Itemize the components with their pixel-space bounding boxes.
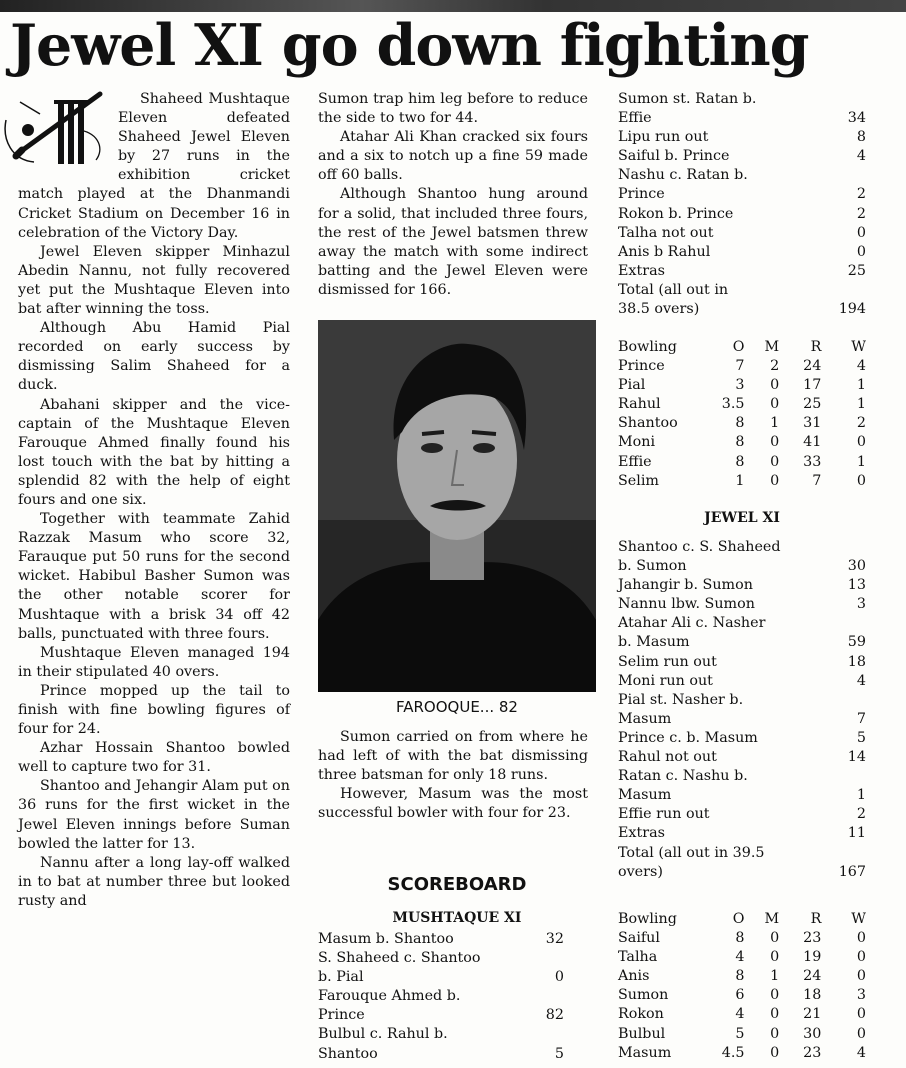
- runs: 30: [847, 558, 866, 575]
- bowling-cell: 23: [803, 930, 822, 947]
- bowling-cell: 0: [856, 434, 866, 451]
- batsman-name: Nannu lbw. Sumon: [618, 596, 755, 613]
- paragraph: Sumon trap him leg before to reduce the side to two for 44.: [318, 91, 588, 127]
- bowling-cell: 0: [770, 377, 780, 394]
- batting-row: [618, 185, 866, 204]
- bowling-cell: Effie: [618, 453, 652, 470]
- batsman-name: Anis b Rahul: [618, 243, 711, 260]
- bowling-cell: 1: [735, 472, 745, 489]
- bowling-cell: 33: [803, 453, 822, 470]
- bowling-row: [618, 395, 866, 414]
- bowling-cell: Talha: [618, 949, 658, 966]
- bowling-cell: 4.5: [721, 1044, 745, 1061]
- player-photo: [318, 320, 596, 692]
- bowling-cell: 0: [856, 472, 866, 489]
- batsman-name: Sumon st. Ratan b.: [618, 91, 757, 107]
- jewel-title: JEWEL XI: [704, 510, 780, 526]
- bowling-header-cell: Bowling: [618, 911, 677, 927]
- scoreboard-title: SCOREBOARD: [387, 874, 527, 895]
- bowling-row: [618, 433, 866, 452]
- bowling-cell: 19: [803, 949, 822, 966]
- batting-row: [318, 949, 564, 968]
- bowling-cell: 24: [803, 358, 822, 375]
- bowling-cell: Anis: [618, 968, 650, 985]
- batsman-name: Talha not out: [618, 224, 714, 241]
- batting-row: [318, 1006, 564, 1025]
- batsman-name: Nashu c. Ratan b.: [618, 167, 748, 184]
- batsman-name: 38.5 overs): [618, 301, 700, 318]
- runs: 2: [856, 186, 866, 203]
- runs: 2: [856, 205, 866, 222]
- batting-row: [618, 243, 866, 262]
- batsman-name: Rokon b. Prince: [618, 205, 734, 222]
- paragraph: Atahar Ali Khan cracked six fours and a six to notch up a fine 59 made off 60 balls.: [318, 129, 588, 184]
- article-column-2: [318, 90, 588, 300]
- bowling-cell: 0: [856, 930, 866, 947]
- batting-row: [318, 1045, 564, 1064]
- bowling-cell: 6: [735, 987, 745, 1004]
- runs: 5: [856, 729, 866, 746]
- batsman-name: Prince: [318, 1007, 365, 1024]
- batting-row: [618, 576, 866, 595]
- batting-row: [318, 1025, 564, 1044]
- top-rule: [0, 0, 906, 12]
- batting-row: [618, 824, 866, 843]
- paragraph: Abahani skipper and the vice-captain of the Mushtaque Eleven Farouque Ahmed finally found his lost touch with the bat by hitting a splendid 82 with the help of eight fours and one six.: [18, 396, 290, 508]
- runs: 3: [856, 596, 866, 613]
- bowling-cell: Selim: [618, 472, 659, 489]
- runs: 0: [856, 224, 866, 241]
- bowling-header-cell: Bowling: [618, 339, 677, 355]
- batting-row: [618, 710, 866, 729]
- bowling-row: [618, 1025, 866, 1044]
- bowling-row: [618, 453, 866, 472]
- bowling-header: [618, 338, 866, 357]
- bowling-cell: Saiful: [618, 930, 660, 947]
- bowling-cell: 1: [856, 453, 866, 470]
- bowling-cell: 4: [856, 358, 866, 375]
- bowling-cell: Shantoo: [618, 415, 678, 432]
- bowling-cell: 1: [770, 968, 780, 985]
- batsman-name: Lipu run out: [618, 129, 709, 146]
- paragraph: Although Shantoo hung around for a solid, that included three fours, the rest of the Jewel batsmen threw away the match with some indirect batting and the Jewel Eleven were dismissed for 166.: [318, 186, 588, 298]
- runs: 34: [847, 110, 866, 127]
- bowling-cell: 0: [770, 1044, 780, 1061]
- bowling-row: [618, 472, 866, 491]
- batsman-name: Atahar Ali c. Nasher: [618, 615, 766, 632]
- paragraph: However, Masum was the most successful bowler with four for 23.: [318, 786, 588, 822]
- bowling-cell: 0: [770, 434, 780, 451]
- runs: 0: [856, 243, 866, 260]
- article-column-1: [18, 90, 290, 911]
- runs: 5: [554, 1045, 564, 1062]
- batting-row: [618, 262, 866, 281]
- bowling-row: [618, 1005, 866, 1024]
- bowling-cell: 8: [735, 930, 745, 947]
- batting-row: [618, 538, 866, 557]
- bowling-cell: Rokon: [618, 1006, 664, 1023]
- batting-row: [618, 691, 866, 710]
- runs: 4: [856, 148, 866, 165]
- runs: 7: [856, 710, 866, 727]
- bowling-cell: 0: [770, 930, 780, 947]
- runs: 194: [838, 301, 866, 318]
- batting-row: [618, 128, 866, 147]
- batsman-name: b. Pial: [318, 969, 364, 986]
- batsman-name: Pial st. Nasher b.: [618, 691, 744, 708]
- batting-row: [618, 595, 866, 614]
- batsman-name: Shantoo c. S. Shaheed: [618, 539, 781, 555]
- batting-row: [618, 863, 866, 882]
- bowling-cell: 3: [856, 987, 866, 1004]
- bowling-cell: 7: [735, 358, 745, 375]
- runs: 32: [545, 931, 564, 947]
- batting-row: [618, 786, 866, 805]
- bowling-cell: 41: [803, 434, 822, 451]
- bowling-cell: 30: [803, 1025, 822, 1042]
- bowling-cell: 1: [770, 415, 780, 432]
- bowling-cell: 7: [812, 472, 822, 489]
- paragraph: Shaheed Mushtaque Eleven defeated Shaheed Jewel Eleven by 27 runs in the exhibition cricket match played at the Dhanmandi Cricket Stadium on December 16 in celebration of the Victory Day.: [18, 91, 290, 241]
- bowling-cell: 0: [770, 396, 780, 413]
- bowling-row: [618, 929, 866, 948]
- portrait-image: [318, 320, 596, 692]
- batsman-name: Masum: [618, 710, 672, 727]
- bowling-cell: 0: [856, 968, 866, 985]
- bowling-cell: 0: [770, 987, 780, 1004]
- batsman-name: Prince c. b. Masum: [618, 729, 758, 746]
- runs: 1: [856, 787, 866, 804]
- paragraph: Mushtaque Eleven managed 194 in their stipulated 40 overs.: [18, 644, 290, 680]
- runs: 0: [554, 969, 564, 986]
- paragraph: Shantoo and Jehangir Alam put on 36 runs for the first wicket in the Jewel Eleven innings before Suman bowled the latter for 13.: [18, 778, 290, 852]
- bowling-cell: 21: [803, 1006, 822, 1023]
- bowling-cell: 8: [735, 415, 745, 432]
- bowling-cell: Masum: [618, 1044, 672, 1061]
- headline: Jewel XI go down fighting: [10, 12, 809, 79]
- bowling-cell: 3: [735, 377, 745, 394]
- batting-row: [618, 633, 866, 652]
- batting-row: [618, 748, 866, 767]
- bowling-cell: 18: [803, 987, 822, 1004]
- bowling-header-cell: W: [851, 911, 866, 927]
- bowling-cell: 0: [770, 472, 780, 489]
- bowling-cell: 4: [856, 1044, 866, 1061]
- runs: 2: [856, 806, 866, 823]
- batting-row: [618, 300, 866, 319]
- bowling-cell: 31: [803, 415, 822, 432]
- bowling-cell: Pial: [618, 377, 646, 394]
- runs: 59: [847, 634, 866, 651]
- batsman-name: Total (all out in 39.5: [618, 844, 765, 861]
- runs: 82: [545, 1007, 564, 1024]
- batting-row: [618, 653, 866, 672]
- bowling-cell: 0: [770, 1006, 780, 1023]
- bowling-cell: Bulbul: [618, 1025, 666, 1042]
- bowling-header-cell: O: [732, 911, 745, 927]
- batsman-name: overs): [618, 863, 663, 880]
- paragraph: Sumon carried on from where he had left of with the bat dismissing three batsman for only 18 runs.: [318, 729, 588, 784]
- bowling-header-cell: M: [764, 339, 780, 355]
- bowling-cell: 1: [856, 377, 866, 394]
- cricket-logo-icon: [0, 90, 112, 180]
- batting-row: [618, 672, 866, 691]
- batting-row: [618, 281, 866, 300]
- bowling-row: [618, 414, 866, 433]
- batsman-name: Total (all out in: [618, 281, 729, 298]
- paragraph: Jewel Eleven skipper Minhazul Abedin Nannu, not fully recovered yet put the Mushtaque Eleven into bat after winning the toss.: [18, 243, 290, 318]
- bowling-cell: 5: [735, 1025, 745, 1042]
- batsman-name: Moni run out: [618, 672, 713, 689]
- bowling-header: [618, 910, 866, 929]
- batting-row: [618, 557, 866, 576]
- paragraph: Although Abu Hamid Pial recorded on early success by dismissing Salim Shaheed for a duck.: [18, 320, 290, 394]
- runs: 4: [856, 672, 866, 689]
- mushtaque-bowling-table: [618, 338, 866, 491]
- runs: 14: [847, 749, 866, 766]
- mushtaque-batting-part-1: [318, 930, 564, 1064]
- article-column-2-continued: [318, 728, 588, 823]
- batting-row: [618, 109, 866, 128]
- batting-row: [318, 968, 564, 987]
- bowling-row: [618, 948, 866, 967]
- mushtaque-batting-part-2: [618, 90, 866, 319]
- batting-row: [618, 729, 866, 748]
- batsman-name: S. Shaheed c. Shantoo: [318, 950, 481, 967]
- bowling-cell: 17: [803, 377, 822, 394]
- batsman-name: Effie run out: [618, 806, 710, 823]
- batting-row: [618, 614, 866, 633]
- batsman-name: Shantoo: [318, 1045, 378, 1062]
- runs: 8: [856, 129, 866, 146]
- paragraph: Prince mopped up the tail to finish with fine bowling figures of four for 24.: [18, 682, 290, 738]
- bowling-cell: 4: [735, 1006, 745, 1023]
- bowling-cell: Sumon: [618, 987, 669, 1004]
- runs: 167: [838, 863, 866, 880]
- bowling-cell: 0: [770, 1025, 780, 1042]
- batsman-name: Saiful b. Prince: [618, 148, 730, 165]
- bowling-header-cell: R: [810, 339, 822, 355]
- bowling-row: [618, 357, 866, 376]
- batsman-name: Jahangir b. Sumon: [618, 577, 753, 594]
- bowling-cell: 0: [856, 1006, 866, 1023]
- bowling-cell: Moni: [618, 434, 656, 451]
- batsman-name: b. Masum: [618, 634, 690, 651]
- bowling-header-cell: W: [851, 339, 866, 355]
- batsman-name: Masum b. Shantoo: [318, 931, 454, 947]
- batsman-name: Bulbul c. Rahul b.: [318, 1026, 448, 1043]
- batsman-name: Effie: [618, 110, 652, 127]
- bowling-cell: 24: [803, 968, 822, 985]
- batting-row: [618, 767, 866, 786]
- batting-row: [618, 147, 866, 166]
- paragraph: Together with teammate Zahid Razzak Masum who score 32, Farauque put 50 runs for the second wicket. Habibul Basher Sumon was the other notable scorer for Mushtaque with a brisk 34 off 42 balls, punctuated with three fours.: [18, 511, 290, 642]
- batting-row: [618, 166, 866, 185]
- batsman-name: Extras: [618, 262, 665, 279]
- bowling-header-cell: R: [810, 911, 822, 927]
- bowling-row: [618, 376, 866, 395]
- batting-row: [618, 224, 866, 243]
- jewel-bowling-table: [618, 910, 866, 1063]
- runs: 11: [847, 825, 866, 842]
- batting-row: [318, 987, 564, 1006]
- bowling-cell: 2: [770, 358, 780, 375]
- bowling-cell: 0: [856, 949, 866, 966]
- runs: 13: [847, 577, 866, 594]
- batsman-name: Prince: [618, 186, 665, 203]
- paragraph: Azhar Hossain Shantoo bowled well to capture two for 31.: [18, 740, 290, 776]
- batsman-name: Rahul not out: [618, 749, 717, 766]
- batting-row: [618, 205, 866, 224]
- bowling-cell: 8: [735, 968, 745, 985]
- bowling-header-cell: M: [764, 911, 780, 927]
- paragraph: Nannu after a long lay-off walked in to bat at number three but looked rusty and: [18, 854, 290, 909]
- bowling-cell: 8: [735, 453, 745, 470]
- bowling-cell: 8: [735, 434, 745, 451]
- bowling-cell: 1: [856, 396, 866, 413]
- bowling-cell: 2: [856, 415, 866, 432]
- bowling-row: [618, 967, 866, 986]
- runs: 25: [847, 262, 866, 279]
- batsman-name: Ratan c. Nashu b.: [618, 768, 748, 785]
- batting-row: [618, 805, 866, 824]
- bowling-row: [618, 986, 866, 1005]
- batsman-name: Extras: [618, 825, 665, 842]
- batsman-name: b. Sumon: [618, 558, 687, 575]
- bowling-header-cell: O: [732, 339, 745, 355]
- runs: 18: [847, 653, 866, 670]
- bowling-cell: Rahul: [618, 396, 661, 413]
- jewel-batting: [618, 538, 866, 882]
- batsman-name: Farouque Ahmed b.: [318, 988, 461, 1005]
- bowling-cell: 3.5: [721, 396, 745, 413]
- bowling-cell: 0: [770, 453, 780, 470]
- bowling-cell: 4: [735, 949, 745, 966]
- bowling-cell: Prince: [618, 358, 665, 375]
- batsman-name: Selim run out: [618, 653, 717, 670]
- batting-row: [618, 844, 866, 863]
- bowling-cell: 23: [803, 1044, 822, 1061]
- photo-caption: FAROOQUE... 82: [396, 698, 518, 716]
- bowling-cell: 0: [770, 949, 780, 966]
- mushtaque-title: MUSHTAQUE XI: [392, 910, 522, 926]
- batting-row: [618, 90, 866, 109]
- bowling-cell: 25: [803, 396, 822, 413]
- batting-row: [318, 930, 564, 949]
- bowling-cell: 0: [856, 1025, 866, 1042]
- batsman-name: Masum: [618, 787, 672, 804]
- bowling-row: [618, 1044, 866, 1063]
